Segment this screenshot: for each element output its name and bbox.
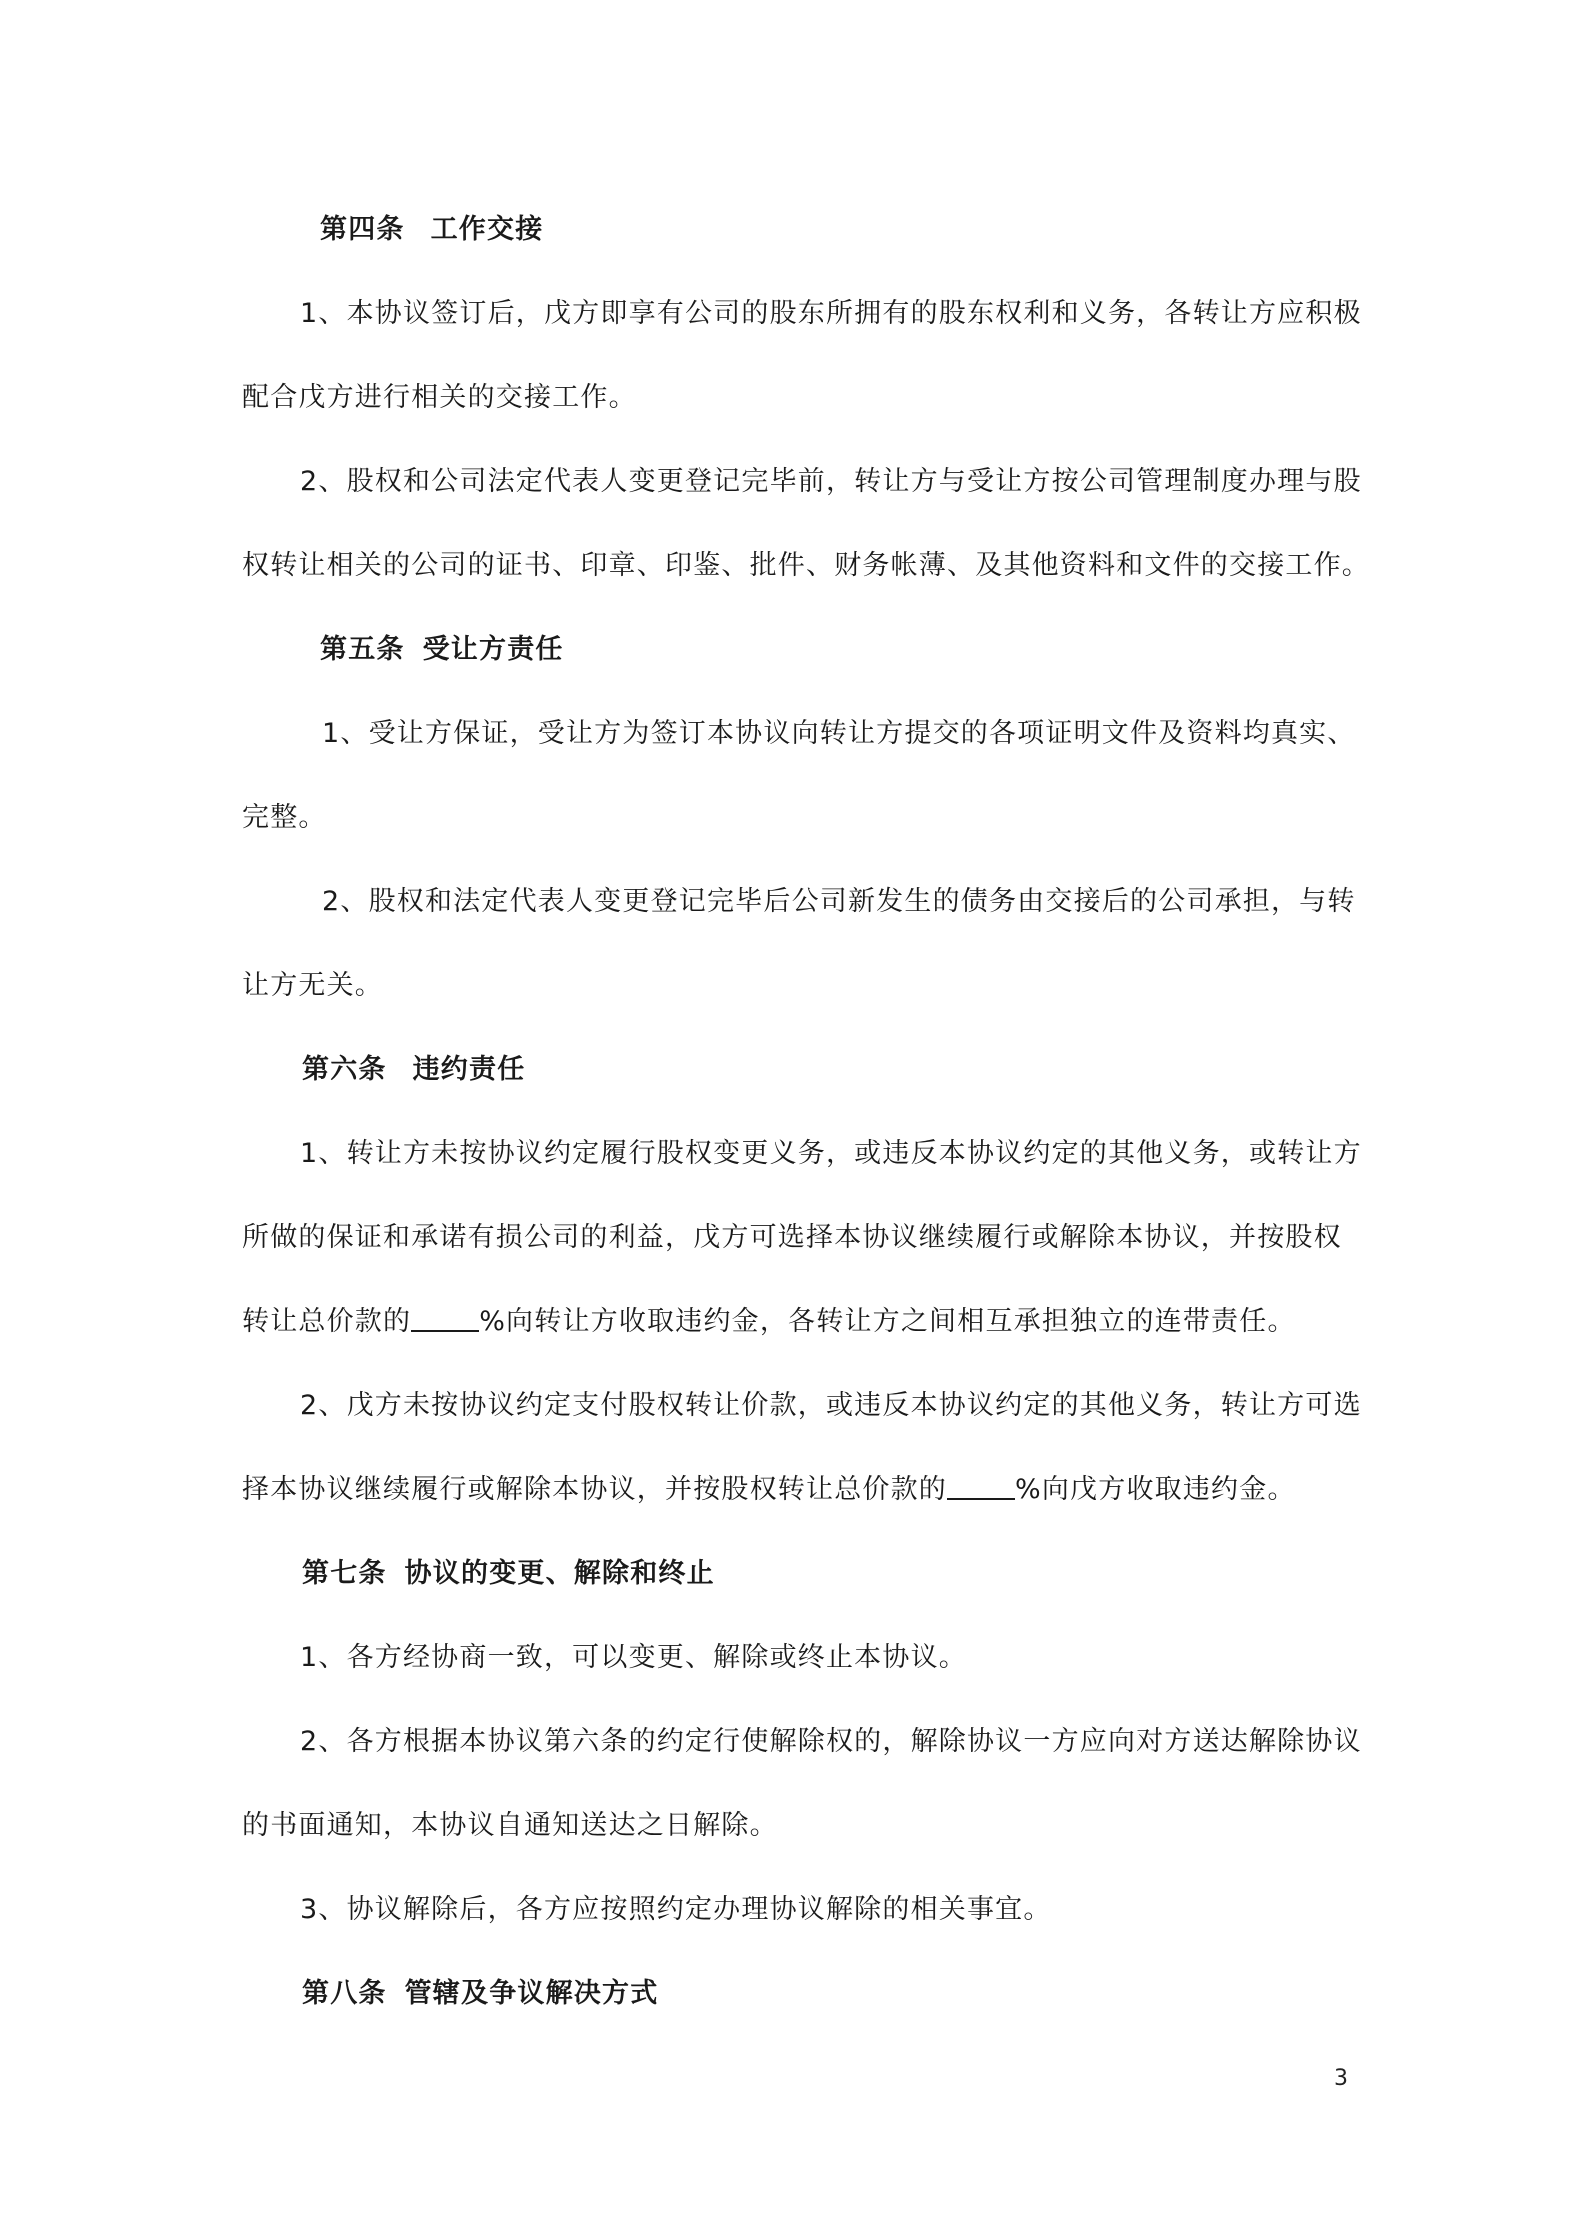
section-heading-6: [242, 1028, 1350, 1112]
paragraph-line: 的书面通知，本协议自通知送达之日解除。: [242, 1810, 778, 1841]
paragraph-line: 让方无关。: [242, 970, 383, 1001]
fill-in-blank: [411, 1304, 479, 1332]
section-title: 协议的变更、解除和终止: [404, 1558, 715, 1589]
paragraph-line-with-blank: [242, 1280, 1350, 1364]
text-after-blank: %向戊方收取违约金。: [1015, 1474, 1296, 1505]
section-heading-8: [242, 1952, 1350, 2036]
section-number: 第七条: [302, 1558, 387, 1589]
paragraph-line: 所做的保证和承诺有损公司的利益，戊方可选择本协议继续履行或解除本协议，并按股权: [242, 1222, 1342, 1253]
section-number: 第六条: [302, 1054, 387, 1085]
section-heading-5: [242, 608, 1350, 692]
paragraph-line: 2、各方根据本协议第六条的约定行使解除权的，解除协议一方应向对方送达解除协议: [300, 1726, 1362, 1757]
paragraph-line: 1、各方经协商一致，可以变更、解除或终止本协议。: [300, 1642, 967, 1673]
paragraph-line: 1、转让方未按协议约定履行股权变更义务，或违反本协议约定的其他义务，或转让方: [300, 1138, 1362, 1169]
paragraph-line-with-blank: [242, 1448, 1350, 1532]
section-number: 第五条: [320, 634, 405, 665]
section-heading-4: [242, 188, 1350, 272]
paragraph-line: 2、股权和法定代表人变更登记完毕后公司新发生的债务由交接后的公司承担，与转: [322, 886, 1356, 917]
paragraph-line: 权转让相关的公司的证书、印章、印鉴、批件、财务帐薄、及其他资料和文件的交接工作。: [242, 550, 1370, 581]
section-number: 第四条: [320, 214, 405, 245]
fill-in-blank: [947, 1472, 1015, 1500]
paragraph-line: 3、协议解除后，各方应按照约定办理协议解除的相关事宜。: [300, 1894, 1052, 1925]
section-title: 受让方责任: [422, 634, 564, 665]
section-title: 违约责任: [412, 1054, 526, 1085]
section-number: 第八条: [302, 1978, 387, 2009]
page-number: 3: [1334, 2066, 1348, 2091]
text-before-blank: 转让总价款的: [242, 1306, 412, 1337]
paragraph-line: 完整。: [242, 802, 327, 833]
text-before-blank: 择本协议继续履行或解除本协议，并按股权转让总价款的: [242, 1474, 947, 1505]
section-title: 工作交接: [430, 214, 544, 245]
paragraph-line: 2、股权和公司法定代表人变更登记完毕前，转让方与受让方按公司管理制度办理与股: [300, 466, 1362, 497]
text-after-blank: %向转让方收取违约金，各转让方之间相互承担独立的连带责任。: [479, 1306, 1296, 1337]
section-heading-7: [242, 1532, 1350, 1616]
paragraph-line: 1、受让方保证，受让方为签订本协议向转让方提交的各项证明文件及资料均真实、: [322, 718, 1356, 749]
section-title: 管辖及争议解决方式: [404, 1978, 659, 2009]
paragraph-line: 1、本协议签订后，戊方即享有公司的股东所拥有的股东权利和义务，各转让方应积极: [300, 298, 1362, 329]
paragraph-line: 2、戊方未按协议约定支付股权转让价款，或违反本协议约定的其他义务，转让方可选: [300, 1390, 1362, 1421]
paragraph-line: 配合戊方进行相关的交接工作。: [242, 382, 637, 413]
document-body: [242, 188, 1370, 2036]
